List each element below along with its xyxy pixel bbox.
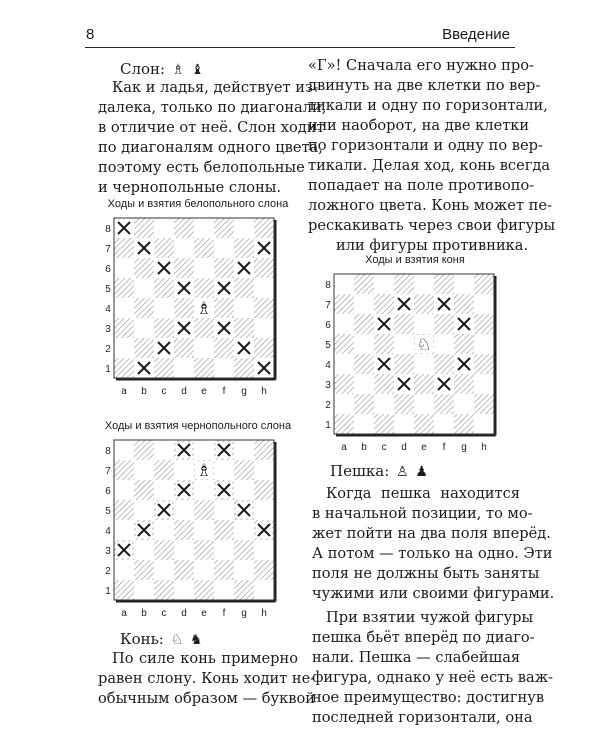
move-mark-a3 xyxy=(116,542,132,558)
square-h5 xyxy=(254,278,274,298)
move-mark-d5 xyxy=(176,280,192,296)
square-g1 xyxy=(234,580,254,600)
square-f1 xyxy=(214,580,234,600)
file-label: a xyxy=(121,386,127,397)
square-f7 xyxy=(214,460,234,480)
square-c3 xyxy=(154,540,174,560)
rank-label: 2 xyxy=(105,566,111,577)
square-h7 xyxy=(474,294,494,314)
text-line: или фигуры противника. xyxy=(336,237,529,254)
square-b4 xyxy=(354,354,374,374)
move-mark-b4 xyxy=(136,522,152,538)
move-mark-g2 xyxy=(236,340,252,356)
square-d4 xyxy=(174,298,194,318)
square-g8 xyxy=(234,218,254,238)
rank-label: 6 xyxy=(105,264,111,275)
file-label: g xyxy=(241,386,247,397)
square-e6 xyxy=(414,314,434,334)
knight-heading xyxy=(120,630,203,648)
square-a4 xyxy=(114,298,134,318)
square-a1 xyxy=(114,580,134,600)
move-mark-c6 xyxy=(156,260,172,276)
text-line: чужими или своими фигурами. xyxy=(312,585,555,602)
move-mark-d8 xyxy=(176,442,192,458)
square-b5 xyxy=(134,500,154,520)
square-b7 xyxy=(134,460,154,480)
move-mark-h1 xyxy=(256,360,272,376)
text-line: или наоборот, на две клетки xyxy=(308,117,530,134)
square-d7 xyxy=(174,238,194,258)
square-a4 xyxy=(334,354,354,374)
square-g1 xyxy=(234,358,254,378)
square-d5 xyxy=(394,334,414,354)
file-label: b xyxy=(361,442,367,453)
square-f4 xyxy=(434,354,454,374)
rank-label: 4 xyxy=(105,526,111,537)
square-d4 xyxy=(174,520,194,540)
move-mark-h4 xyxy=(256,522,272,538)
square-a3 xyxy=(114,318,134,338)
square-h3 xyxy=(254,540,274,560)
square-a8 xyxy=(114,440,134,460)
square-f2 xyxy=(434,394,454,414)
square-c7 xyxy=(154,238,174,258)
rank-label: 7 xyxy=(105,244,111,255)
square-f6 xyxy=(214,258,234,278)
pawn-heading xyxy=(330,462,428,480)
text-line: Как и ладья, действует из- xyxy=(112,79,318,96)
rank-label: 8 xyxy=(105,224,111,235)
white-knight-icon: ♘ xyxy=(170,632,184,648)
text-line: по горизонтали и одну по вер- xyxy=(308,137,543,154)
text-line: в отличие от неё. Слон ходит xyxy=(98,119,325,136)
square-d4 xyxy=(394,354,414,374)
square-f3 xyxy=(214,540,234,560)
square-b3 xyxy=(134,540,154,560)
square-d8 xyxy=(174,218,194,238)
square-c2 xyxy=(154,560,174,580)
text-line: ложного цвета. Конь может пе- xyxy=(308,197,552,214)
square-g1 xyxy=(454,414,474,434)
square-c1 xyxy=(154,358,174,378)
square-e5 xyxy=(194,278,214,298)
square-d1 xyxy=(394,414,414,434)
text-line: и чернопольные слоны. xyxy=(98,179,282,196)
square-c7 xyxy=(374,294,394,314)
square-h7 xyxy=(254,460,274,480)
square-f2 xyxy=(214,338,234,358)
rank-label: 3 xyxy=(105,546,111,557)
text-line: «Г»! Сначала его нужно про- xyxy=(308,57,534,74)
square-g3 xyxy=(454,374,474,394)
knight-caption: Ходы и взятия коня xyxy=(365,254,465,266)
knight-paragraph xyxy=(98,649,316,709)
page-number: 8 xyxy=(86,26,95,43)
square-a5 xyxy=(114,278,134,298)
file-label: f xyxy=(222,386,226,397)
square-b1 xyxy=(354,414,374,434)
file-label: c xyxy=(161,608,167,619)
square-b6 xyxy=(134,480,154,500)
file-label: g xyxy=(461,442,467,453)
text-line: обычным образом — буквой xyxy=(98,690,315,707)
square-f4 xyxy=(214,298,234,318)
square-a2 xyxy=(114,338,134,358)
square-d2 xyxy=(174,338,194,358)
text-line: Когда пешка находится xyxy=(326,485,520,502)
rank-label: 2 xyxy=(105,344,111,355)
square-e8 xyxy=(194,218,214,238)
square-h8 xyxy=(254,218,274,238)
square-f4 xyxy=(214,520,234,540)
square-e3 xyxy=(194,318,214,338)
rank-label: 4 xyxy=(325,360,331,371)
square-b2 xyxy=(354,394,374,414)
square-h6 xyxy=(254,258,274,278)
file-label: h xyxy=(481,442,487,453)
square-b6 xyxy=(134,258,154,278)
white-bishop-icon: ♗ xyxy=(171,62,185,78)
rank-label: 5 xyxy=(105,506,111,517)
piece-icon: ♘ xyxy=(416,335,432,354)
square-a6 xyxy=(114,258,134,278)
square-c4 xyxy=(154,520,174,540)
file-label: e xyxy=(421,442,427,453)
square-h6 xyxy=(254,480,274,500)
square-d1 xyxy=(174,358,194,378)
square-d2 xyxy=(394,394,414,414)
bishop-paragraph xyxy=(98,78,327,198)
square-d8 xyxy=(394,274,414,294)
file-label: h xyxy=(261,386,267,397)
square-g3 xyxy=(234,318,254,338)
move-mark-a8 xyxy=(116,220,132,236)
square-c4 xyxy=(154,298,174,318)
square-c1 xyxy=(374,414,394,434)
text-line: по диагоналям одного цвета, xyxy=(98,139,323,156)
square-c5 xyxy=(154,278,174,298)
file-label: g xyxy=(241,608,247,619)
text-line: ное преимущество: достигнув xyxy=(312,689,545,706)
square-d6 xyxy=(394,314,414,334)
square-a5 xyxy=(114,500,134,520)
square-b1 xyxy=(134,580,154,600)
square-g7 xyxy=(454,294,474,314)
square-h2 xyxy=(254,560,274,580)
rank-label: 1 xyxy=(325,420,331,431)
square-b8 xyxy=(354,274,374,294)
square-g7 xyxy=(234,460,254,480)
square-h4 xyxy=(474,354,494,374)
square-c7 xyxy=(154,460,174,480)
rank-label: 5 xyxy=(325,340,331,351)
text-line: жет пойти на два поля вперёд. xyxy=(312,525,551,542)
square-f5 xyxy=(214,500,234,520)
rank-label: 6 xyxy=(105,486,111,497)
text-line: попадает на поле противопо- xyxy=(308,177,535,194)
square-a7 xyxy=(334,294,354,314)
square-f5 xyxy=(434,334,454,354)
light-bishop-caption: Ходы и взятия белопольного слона xyxy=(107,198,289,210)
square-e1 xyxy=(194,580,214,600)
square-g4 xyxy=(234,298,254,318)
square-a1 xyxy=(334,414,354,434)
rank-label: 8 xyxy=(325,280,331,291)
file-label: d xyxy=(401,442,407,453)
move-mark-g5 xyxy=(236,502,252,518)
move-mark-b7 xyxy=(136,240,152,256)
pawn-label: Пешка: xyxy=(330,462,390,480)
text-line: А потом — только на одно. Эти xyxy=(312,545,553,562)
dark-bishop-caption: Ходы и взятия чернопольного слона xyxy=(104,420,292,432)
pawn-paragraph-1 xyxy=(312,484,555,604)
square-f8 xyxy=(214,218,234,238)
square-e2 xyxy=(194,338,214,358)
black-pawn-icon: ♟ xyxy=(415,464,428,480)
text-line: тикали и одну по горизонтали, xyxy=(308,97,548,114)
square-c5 xyxy=(374,334,394,354)
square-h5 xyxy=(254,500,274,520)
move-mark-g4 xyxy=(456,356,472,372)
text-line: поля не должны быть заняты xyxy=(312,565,540,582)
move-mark-c2 xyxy=(156,340,172,356)
move-mark-d7 xyxy=(396,296,412,312)
file-label: e xyxy=(201,386,207,397)
square-e6 xyxy=(194,480,214,500)
square-e6 xyxy=(194,258,214,278)
square-e2 xyxy=(414,394,434,414)
move-mark-d3 xyxy=(396,376,412,392)
file-label: e xyxy=(201,608,207,619)
rank-label: 3 xyxy=(325,380,331,391)
square-c1 xyxy=(154,580,174,600)
square-h3 xyxy=(254,318,274,338)
square-c3 xyxy=(374,374,394,394)
square-a6 xyxy=(114,480,134,500)
square-h8 xyxy=(254,440,274,460)
square-g8 xyxy=(454,274,474,294)
square-h2 xyxy=(254,338,274,358)
file-label: a xyxy=(121,608,127,619)
move-mark-g6 xyxy=(456,316,472,332)
square-h4 xyxy=(254,298,274,318)
square-b6 xyxy=(354,314,374,334)
move-mark-c4 xyxy=(376,356,392,372)
square-c6 xyxy=(154,480,174,500)
square-g7 xyxy=(234,238,254,258)
square-h2 xyxy=(474,394,494,414)
text-line: тикали. Делая ход, конь всегда xyxy=(308,157,551,174)
rank-label: 1 xyxy=(105,364,111,375)
rank-label: 6 xyxy=(325,320,331,331)
square-b4 xyxy=(134,298,154,318)
section-title: Введение xyxy=(442,26,510,43)
rank-label: 5 xyxy=(105,284,111,295)
square-a6 xyxy=(334,314,354,334)
text-line: двинуть на две клетки по вер- xyxy=(308,77,541,94)
black-knight-icon: ♞ xyxy=(189,632,203,648)
square-f1 xyxy=(214,358,234,378)
text-line: последней горизонтали, она xyxy=(312,709,533,726)
file-label: a xyxy=(341,442,347,453)
move-mark-g6 xyxy=(236,260,252,276)
square-b2 xyxy=(134,560,154,580)
file-label: f xyxy=(442,442,446,453)
square-b8 xyxy=(134,440,154,460)
square-c8 xyxy=(154,218,174,238)
rank-label: 8 xyxy=(105,446,111,457)
square-a4 xyxy=(114,520,134,540)
square-h1 xyxy=(474,414,494,434)
square-f7 xyxy=(214,238,234,258)
square-b5 xyxy=(354,334,374,354)
square-e3 xyxy=(194,540,214,560)
square-e1 xyxy=(194,358,214,378)
move-mark-f5 xyxy=(216,280,232,296)
square-f1 xyxy=(434,414,454,434)
bishop-heading xyxy=(120,60,204,78)
piece-icon: ♗ xyxy=(196,299,212,318)
square-e7 xyxy=(414,294,434,314)
move-mark-f3 xyxy=(436,376,452,392)
text-line: фигура, однако у неё есть важ- xyxy=(312,669,554,686)
knight-board xyxy=(318,270,508,456)
square-d6 xyxy=(174,258,194,278)
text-line: поэтому есть белопольные xyxy=(98,159,305,176)
move-mark-h7 xyxy=(256,240,272,256)
rank-label: 2 xyxy=(325,400,331,411)
knight-paragraph-continued xyxy=(308,56,556,256)
square-b3 xyxy=(134,318,154,338)
square-e8 xyxy=(414,274,434,294)
square-g2 xyxy=(454,394,474,414)
rank-label: 1 xyxy=(105,586,111,597)
text-line: При взятии чужой фигуры xyxy=(326,609,534,626)
file-label: d xyxy=(181,608,187,619)
square-e1 xyxy=(414,414,434,434)
square-g5 xyxy=(234,278,254,298)
square-b3 xyxy=(354,374,374,394)
square-c8 xyxy=(374,274,394,294)
move-mark-f6 xyxy=(216,482,232,498)
square-a2 xyxy=(114,560,134,580)
square-h3 xyxy=(474,374,494,394)
move-mark-c6 xyxy=(376,316,392,332)
square-g4 xyxy=(234,520,254,540)
file-label: d xyxy=(181,386,187,397)
move-mark-f8 xyxy=(216,442,232,458)
square-e7 xyxy=(194,238,214,258)
square-f6 xyxy=(434,314,454,334)
move-mark-b1 xyxy=(136,360,152,376)
square-a1 xyxy=(114,358,134,378)
square-f2 xyxy=(214,560,234,580)
square-a7 xyxy=(114,238,134,258)
text-line: нали. Пешка — слабейшая xyxy=(312,649,521,666)
square-g5 xyxy=(454,334,474,354)
square-b7 xyxy=(354,294,374,314)
square-e4 xyxy=(414,354,434,374)
pawn-paragraph-2 xyxy=(312,608,554,728)
text-line: далека, только по диагонали, xyxy=(98,99,327,116)
square-a8 xyxy=(334,274,354,294)
square-g3 xyxy=(234,540,254,560)
knight-label: Конь: xyxy=(120,630,164,648)
text-line: пешка бьёт вперёд по диаго- xyxy=(312,629,535,646)
square-e3 xyxy=(414,374,434,394)
square-h8 xyxy=(474,274,494,294)
text-line: равен слону. Конь ходит не- xyxy=(98,670,316,687)
dark-bishop-board xyxy=(98,436,288,622)
text-line: По силе конь примерно xyxy=(112,650,298,667)
square-b8 xyxy=(134,218,154,238)
square-b5 xyxy=(134,278,154,298)
white-pawn-icon: ♙ xyxy=(396,464,409,480)
square-c2 xyxy=(374,394,394,414)
square-b2 xyxy=(134,338,154,358)
square-e8 xyxy=(194,440,214,460)
square-e2 xyxy=(194,560,214,580)
file-label: f xyxy=(222,608,226,619)
square-h1 xyxy=(254,580,274,600)
rank-label: 3 xyxy=(105,324,111,335)
move-mark-f7 xyxy=(436,296,452,312)
square-c3 xyxy=(154,318,174,338)
light-bishop-board xyxy=(98,214,288,400)
square-g6 xyxy=(234,480,254,500)
rank-label: 7 xyxy=(325,300,331,311)
rank-label: 4 xyxy=(105,304,111,315)
square-h6 xyxy=(474,314,494,334)
square-a5 xyxy=(334,334,354,354)
move-mark-d6 xyxy=(176,482,192,498)
move-mark-d3 xyxy=(176,320,192,336)
file-label: c xyxy=(381,442,387,453)
square-d2 xyxy=(174,560,194,580)
file-label: h xyxy=(261,608,267,619)
square-c8 xyxy=(154,440,174,460)
rank-label: 7 xyxy=(105,466,111,477)
square-d1 xyxy=(174,580,194,600)
text-line: рескакивать через свои фигуры xyxy=(308,217,556,234)
square-d3 xyxy=(174,540,194,560)
black-bishop-icon: ♝ xyxy=(191,62,204,78)
file-label: c xyxy=(161,386,167,397)
file-label: b xyxy=(141,386,147,397)
square-a2 xyxy=(334,394,354,414)
text-line: в начальной позиции, то мо- xyxy=(312,505,533,522)
bishop-label: Слон: xyxy=(120,60,166,78)
square-f8 xyxy=(434,274,454,294)
file-label: b xyxy=(141,608,147,619)
square-d5 xyxy=(174,500,194,520)
square-e5 xyxy=(194,500,214,520)
move-mark-f3 xyxy=(216,320,232,336)
square-a7 xyxy=(114,460,134,480)
square-g2 xyxy=(234,560,254,580)
piece-icon: ♗ xyxy=(196,461,212,480)
square-e4 xyxy=(194,520,214,540)
square-h5 xyxy=(474,334,494,354)
square-a3 xyxy=(334,374,354,394)
square-g8 xyxy=(234,440,254,460)
square-d7 xyxy=(174,460,194,480)
header-rule xyxy=(85,47,515,48)
move-mark-c5 xyxy=(156,502,172,518)
